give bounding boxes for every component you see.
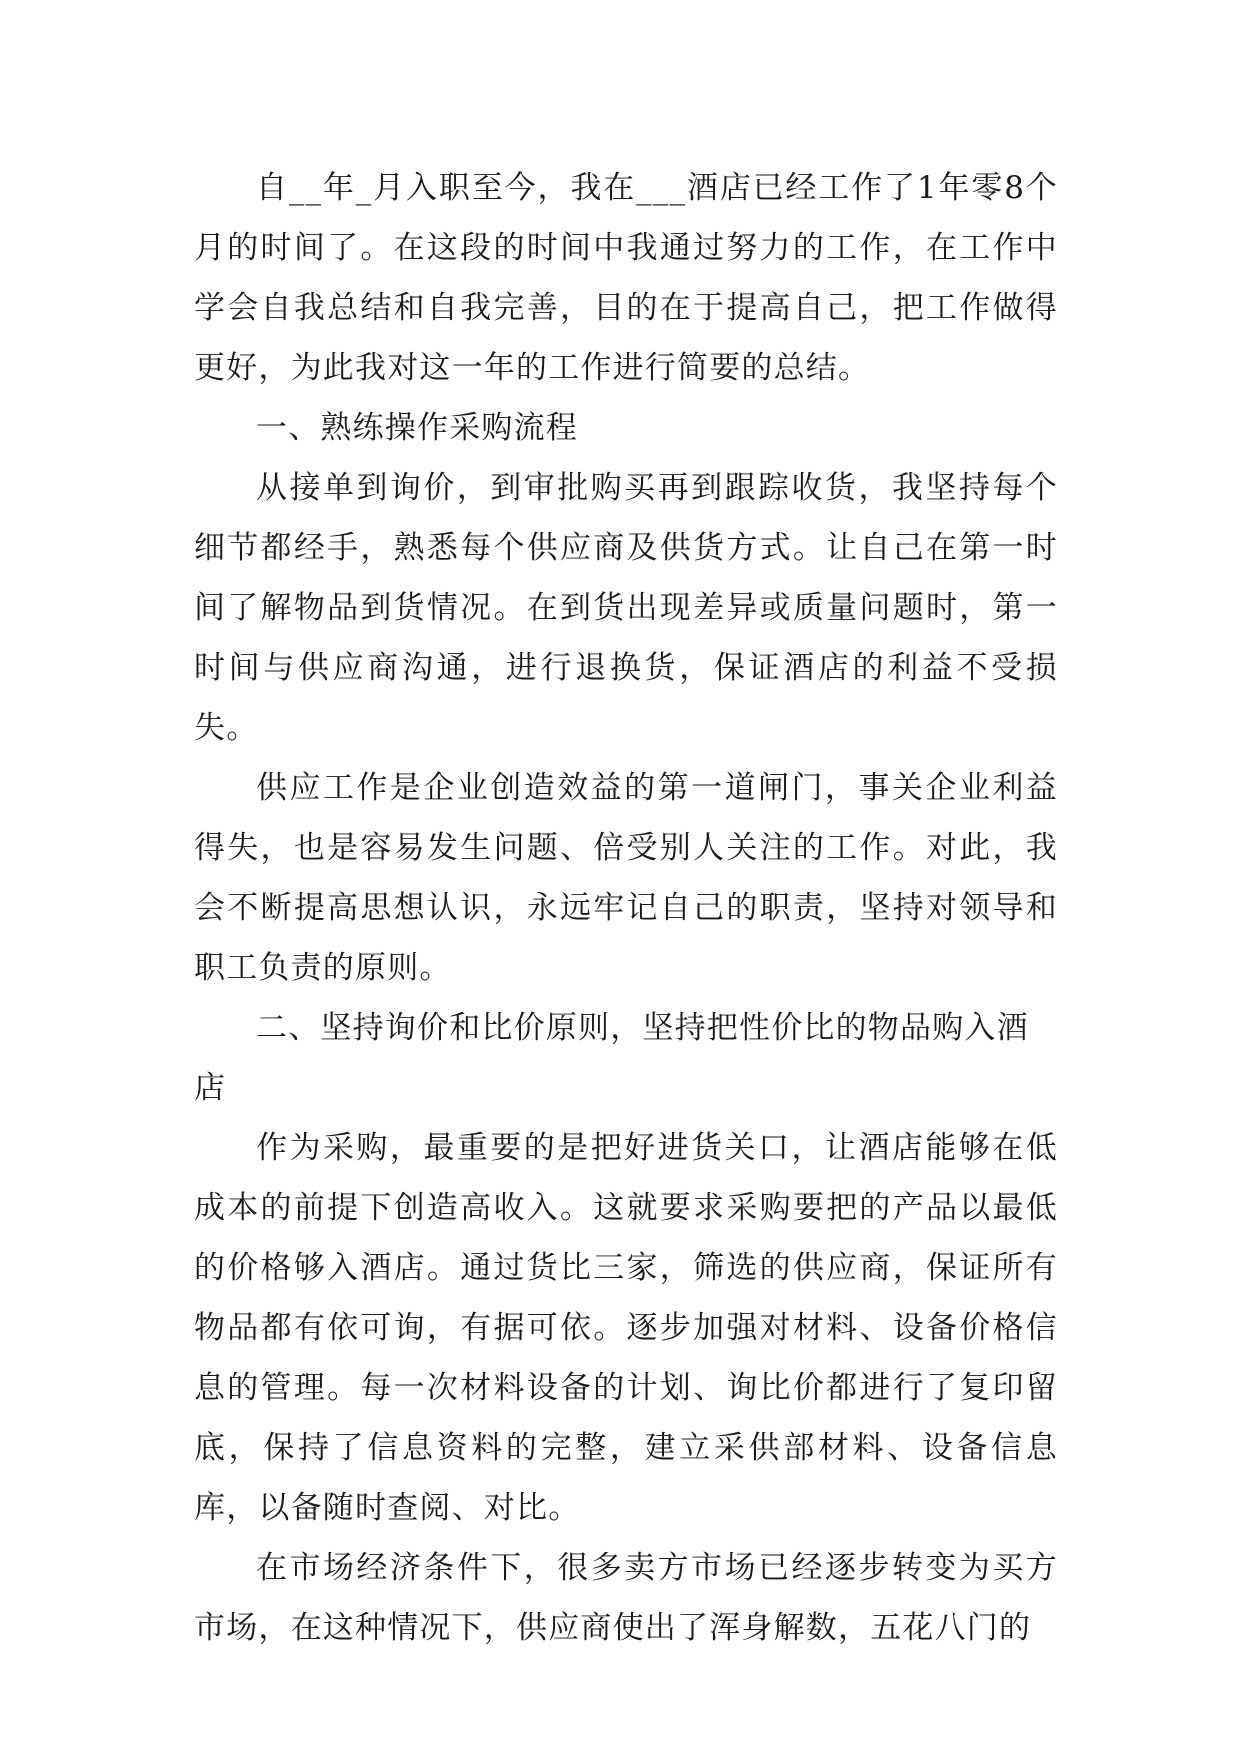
- section-heading-2: 二、坚持询价和比价原则，坚持把性价比的物品购入酒店: [194, 1010, 1029, 1106]
- paragraph-intro: 自__年_月入职至今，我在___酒店已经工作了1年零8个月的时间了。在这段的时间中我通过努力的工作，在工作中学会自我总结和自我完善，目的在于提高自己，把工作做得更好，为此我对这一年的工作进行简要的总结。: [194, 170, 1058, 386]
- paragraph-procurement-process: 从接单到询价，到审批购买再到跟踪收货，我坚持每个细节都经手，熟悉每个供应商及供货方式。让自己在第一时间了解物品到货情况。在到货出现差异或质量问题时，第一时间与供应商沟通，进行退换货，保证酒店的利益不受损失。: [194, 470, 1058, 746]
- paragraph-price-comparison: 作为采购，最重要的是把好进货关口，让酒店能够在低成本的前提下创造高收入。这就要求采购要把的产品以最低的价格够入酒店。通过货比三家，筛选的供应商，保证所有物品都有依可询，有据可依。逐步加强对材料、设备价格信息的管理。每一次材料设备的计划、询比价都进行了复印留底，保持了信息资料的完整，建立采供部材料、设备信息库，以备随时查阅、对比。: [194, 1130, 1058, 1526]
- paragraph-market-economy: 在市场经济条件下，很多卖方市场已经逐步转变为买方市场，在这种情况下，供应商使出了浑身解数，五花八门的: [194, 1550, 1058, 1646]
- section-heading-1: 一、熟练操作采购流程: [256, 410, 578, 446]
- document-body: [194, 158, 1058, 1658]
- paragraph-supply-work: 供应工作是企业创造效益的第一道闸门，事关企业利益得失，也是容易发生问题、倍受别人关注的工作。对此，我会不断提高思想认识，永远牢记自己的职责，坚持对领导和职工负责的原则。: [194, 770, 1058, 986]
